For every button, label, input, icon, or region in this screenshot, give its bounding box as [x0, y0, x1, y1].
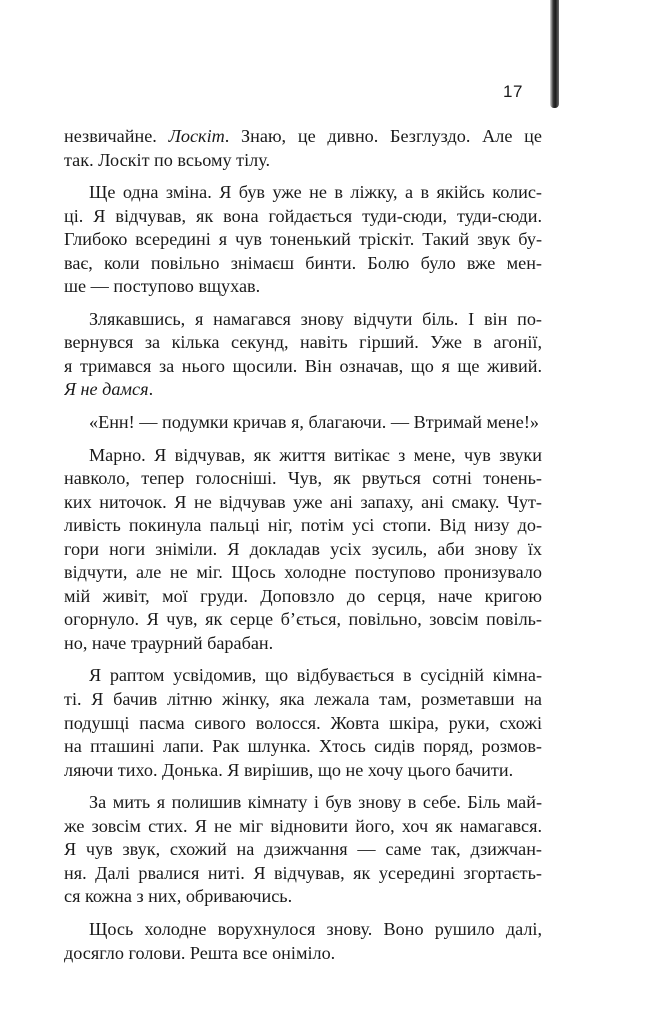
text-segment: ня. Далі рвалися нитi. Я відчував, як усередині згортаєть- — [64, 862, 542, 883]
text-segment: ся кожна з них, обриваючись. — [64, 886, 293, 907]
text-line — [64, 862, 542, 886]
text-line — [64, 491, 542, 515]
text-segment: на пташині лапи. Рак шлунка. Хтось сидів поряд, розмов- — [64, 736, 542, 757]
text-segment: Марно. Я відчував, як життя витікає з мене, чув звуки — [89, 444, 542, 465]
text-line — [64, 252, 542, 276]
text-segment: Ще одна зміна. Я був уже не в ліжку, а в якійсь колис- — [89, 182, 542, 203]
text-line — [64, 791, 542, 815]
text-line — [64, 444, 542, 468]
paragraph — [64, 411, 542, 435]
text-line — [64, 538, 542, 562]
text-segment: «Енн! — подумки кричав я, благаючи. — Втримай мене!» — [89, 412, 540, 433]
text-line — [64, 205, 542, 229]
text-line — [64, 664, 542, 688]
paragraph — [64, 125, 542, 172]
text-segment: За мить я полишив кімнату і був знову в себе. Біль май- — [89, 792, 542, 813]
text-segment: ває, коли повільно знімаєш бинти. Болю було вже мен- — [64, 252, 542, 273]
text-line — [64, 942, 542, 966]
text-line — [64, 735, 542, 759]
paragraph — [64, 308, 542, 402]
text-segment: же зовсім стих. Я не міг відновити його, хоч як намагався. — [64, 815, 542, 836]
text-line — [64, 632, 542, 656]
page-number: 17 — [503, 82, 523, 101]
text-line — [64, 308, 542, 332]
text-line — [64, 608, 542, 632]
text-line — [64, 355, 542, 379]
text-segment: . Знаю, це дивно. Безглуздо. Але це — [224, 126, 542, 146]
text-segment: навколо, тепер голосніші. Чув, як рвуться сотні тонень- — [64, 468, 542, 489]
text-segment: огорнуло. Я чув, як серце б’ється, повільно, зовсім повіль- — [64, 609, 542, 630]
text-segment: ливість покинула пальці ніг, потім усі стопи. Від низу до- — [64, 515, 542, 536]
text-segment: вернувся за кілька секунд, навіть гірший. Уже в агонії, — [64, 332, 542, 353]
text-segment: гори ноги зніміли. Я докладав усіх зусиль, аби знову їх — [64, 538, 542, 559]
text-segment: ше — поступово вщухав. — [64, 276, 261, 297]
text-segment: мій живіт, мої груди. Доповзло до серця, наче кригою — [64, 585, 542, 606]
text-line — [64, 688, 542, 712]
text-line — [64, 467, 542, 491]
text-segment: ті. Я бачив літню жінку, яка лежала там, розметавши на — [64, 689, 542, 710]
text-segment: Щось холодне ворухнулося знову. Воно рушило далі, — [89, 918, 542, 939]
text-segment: ляючи тихо. Донька. Я вирішив, що не хочу цього бачити. — [64, 759, 514, 780]
text-segment: . — [148, 379, 154, 400]
text-line — [64, 149, 542, 173]
text-line — [64, 275, 542, 299]
text-segment: Я раптом усвідомив, що відбувається в сусідній кімна- — [89, 665, 542, 686]
paragraph — [64, 181, 542, 299]
text-segment: я тримався за нього щосили. Він означав, що я ще живий. — [64, 355, 542, 376]
text-segment: незвичайне. — [64, 126, 169, 146]
page-edge-thumb-mark — [550, 0, 559, 108]
text-segment: Я чув звук, схожий на дзижчання — саме так, дзижчан- — [64, 839, 542, 860]
text-line — [64, 918, 542, 942]
text-segment: подушці пасма сивого волосся. Жовта шкіра, руки, схожі — [64, 712, 542, 733]
text-line — [64, 561, 542, 585]
text-line — [64, 759, 542, 783]
text-segment: так. Лоскіт по всьому тілу. — [64, 149, 271, 170]
text-line — [64, 411, 542, 435]
text-line — [64, 181, 542, 205]
text-line — [64, 228, 542, 252]
text-segment: Глибоко всередині я чув тоненький тріскіт. Такий звук бу- — [64, 229, 542, 250]
paragraph — [64, 444, 542, 656]
text-line — [64, 885, 542, 909]
italic-text: Я не дамся — [64, 379, 149, 400]
text-segment: відчути, але не міг. Щось холодне поступово пронизувало — [64, 562, 542, 583]
text-line — [64, 331, 542, 355]
paragraph — [64, 918, 542, 965]
text-segment: Злякавшись, я намагався знову відчути біль. І він по- — [89, 308, 542, 329]
text-line — [64, 585, 542, 609]
body-text — [64, 125, 542, 965]
text-segment: ких ниточок. Я не відчував уже ані запаху, ані смаку. Чут- — [64, 491, 542, 512]
paragraph — [64, 664, 542, 782]
text-line — [64, 815, 542, 839]
text-segment: ці. Я відчував, як вона гойдається туди-сюди, туди-сюди. — [64, 205, 542, 226]
text-line — [64, 514, 542, 538]
text-line — [64, 378, 542, 402]
text-segment: но, наче траурний барабан. — [64, 632, 274, 653]
italic-text: Лоскіт — [168, 126, 225, 146]
paragraph — [64, 791, 542, 909]
text-line — [64, 712, 542, 736]
text-line — [64, 838, 542, 862]
text-line — [64, 125, 542, 149]
text-segment: досягло голови. Решта все оніміло. — [64, 942, 336, 963]
